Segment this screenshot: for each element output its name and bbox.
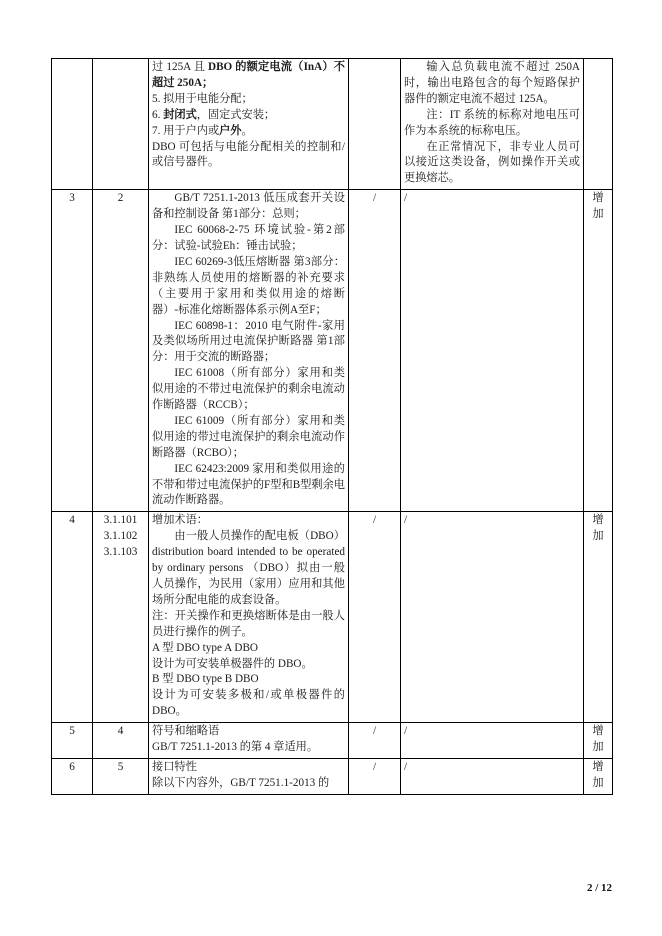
row-col5 — [401, 59, 584, 190]
row-action: 增加 — [584, 512, 613, 723]
page-number: 2 / 12 — [586, 882, 612, 894]
content-paragraph: 注：开关操作和更换熔断体是由一般人员进行操作的例子。 — [152, 609, 345, 638]
row-content — [149, 190, 349, 512]
content-paragraph: 7. 用于户内或户外。 — [152, 124, 253, 137]
content-paragraph: IEC 60898-1：2010 电气附件-家用及类似场所用过电流保护断路器 第1部分：用于交流的断路器； — [152, 319, 345, 364]
content-paragraph: B 型 DBO type B DBO — [152, 673, 259, 686]
content-paragraph: 由一般人员操作的配电板（DBO） distribution board intended to be operated by ordinary persons （DBO）拟由一般人员操作，为民用（家用）应用和其他场所分配电能的成套设备。 — [152, 530, 345, 606]
row-clause: 4 — [93, 723, 149, 759]
clause-line: 3.1.103 — [103, 546, 138, 559]
row-col5: / — [401, 512, 584, 723]
row-number: 5 — [52, 723, 93, 759]
row-content — [149, 758, 349, 794]
content-paragraph: IEC 60068-2-75 环境试验-第2部分：试验-试验Eh：锤击试验； — [152, 224, 345, 252]
content-paragraph: A 型 DBO type A DBO — [152, 641, 258, 654]
row-number: 3 — [52, 190, 93, 512]
table-row — [52, 190, 613, 512]
row-col5: / — [401, 758, 584, 794]
col5-paragraph: 在正常情况下，非专业人员可以接近这类设备，例如操作开关或更换熔芯。 — [404, 140, 580, 185]
content-paragraph: IEC 61009（所有部分）家用和类似用途的带过电流保护的剩余电流动作断路器（RCBO）； — [152, 414, 345, 459]
content-paragraph: GB/T 7251.1-2013 低压成套开关设备和控制设备 第1部分：总则； — [152, 192, 345, 221]
row-col4: / — [349, 758, 401, 794]
row-action — [584, 59, 613, 190]
table-row — [52, 758, 613, 794]
content-paragraph: 5. 拟用于电能分配； — [152, 92, 253, 105]
row-number — [52, 59, 93, 190]
row-clause: 5 — [93, 758, 149, 794]
row-col5: / — [401, 190, 584, 512]
table-row — [52, 512, 613, 723]
row-action: 增加 — [584, 190, 613, 512]
row-action: 增加 — [584, 758, 613, 794]
content-paragraph: 过 125A 且 DBO 的额定电流（InA）不超过 250A； — [152, 61, 345, 89]
content-paragraph: IEC 61008（所有部分）家用和类似用途的不带过电流保护的剩余电流动作断路器（RCCB）； — [152, 367, 345, 412]
content-paragraph: DBO 可包括与电能分配相关的控制和/或信号器件。 — [152, 140, 345, 169]
content-paragraph: 除以下内容外，GB/T 7251.1-2013 的 — [152, 776, 330, 789]
row-number: 4 — [52, 512, 93, 723]
content-paragraph: IEC 62423:2009 家用和类似用途的不带和带过电流保护的F型和B型剩余电流动作断路器。 — [152, 462, 345, 507]
row-clause — [93, 512, 149, 723]
table-row — [52, 59, 613, 190]
row-content — [149, 512, 349, 723]
row-content — [149, 59, 349, 190]
row-col4 — [349, 59, 401, 190]
content-paragraph: GB/T 7251.1-2013 的第 4 章适用。 — [152, 741, 319, 754]
content-paragraph: IEC 60269-3低压熔断器 第3部分：非熟练人员使用的熔断器的补充要求（主要用于家用和类似用途的熔断器）-标准化熔断器体系示例A至F； — [152, 255, 345, 316]
row-number: 6 — [52, 758, 93, 794]
row-col4: / — [349, 723, 401, 759]
clause-line: 3.1.102 — [103, 530, 138, 543]
row-col5: / — [401, 723, 584, 759]
table-row — [52, 723, 613, 759]
row-clause: 2 — [93, 190, 149, 512]
content-paragraph: 设计为可安装单极器件的 DBO。 — [152, 657, 313, 670]
content-paragraph: 接口特性 — [152, 760, 197, 773]
content-paragraph: 增加术语： — [152, 514, 208, 527]
col5-paragraph: 输入总负载电流不超过 250A 时，输出电路包含的每个短路保护器件的额定电流不超过 125A。 — [404, 61, 580, 105]
comparison-table — [51, 58, 613, 795]
content-paragraph: 设计为可安装多极和/或单极器件的 DBO。 — [152, 689, 345, 718]
row-clause — [93, 59, 149, 190]
row-action: 增加 — [584, 723, 613, 759]
content-paragraph: 符号和缩略语 — [152, 725, 220, 738]
clause-line: 3.1.101 — [103, 514, 138, 527]
row-col4: / — [349, 512, 401, 723]
content-paragraph: 6. 封闭式，固定式安装； — [152, 108, 276, 121]
row-content — [149, 723, 349, 759]
row-col4: / — [349, 190, 401, 512]
col5-paragraph: 注：IT 系统的标称对地电压可作为本系统的标称电压。 — [404, 108, 580, 137]
